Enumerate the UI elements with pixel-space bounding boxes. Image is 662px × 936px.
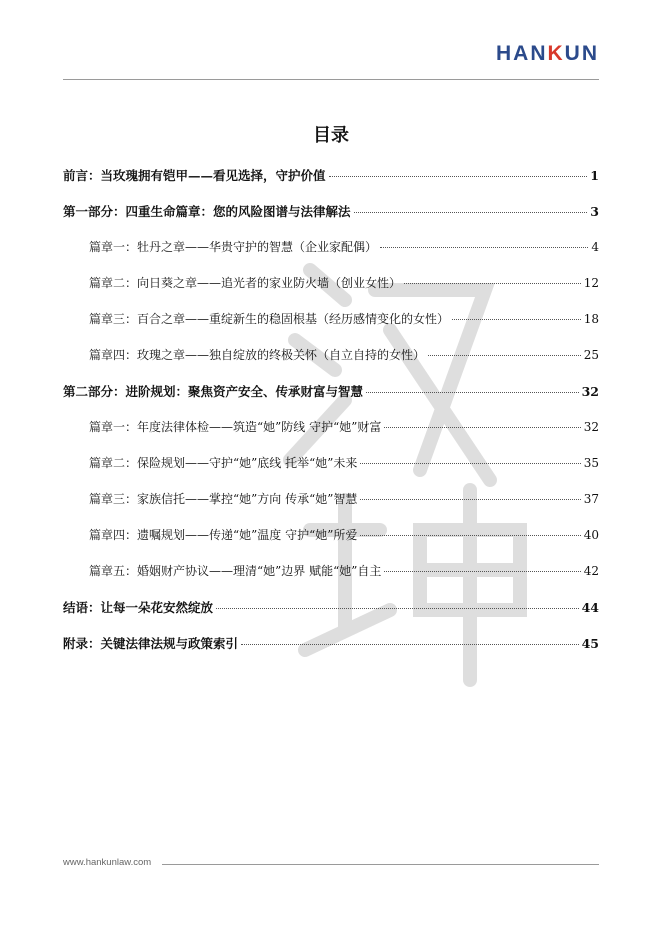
toc-entry[interactable] — [63, 526, 599, 546]
dot-leader — [241, 644, 579, 645]
toc-page-number: 40 — [583, 528, 599, 542]
toc-entry[interactable] — [63, 598, 599, 618]
toc-entry-title: 第一部分：四重生命篇章：您的风险图谱与法律解法 — [63, 204, 351, 219]
footer-website[interactable]: www.hankunlaw.com — [63, 857, 152, 868]
dot-leader — [384, 427, 580, 428]
toc-page-number: 44 — [581, 600, 599, 615]
toc-entry[interactable] — [63, 310, 599, 330]
toc-entry[interactable] — [63, 202, 599, 222]
toc-title: 目录 — [313, 125, 349, 146]
toc-entry-title: 篇章三：百合之章——重绽新生的稳固根基（经历感情变化的女性） — [89, 312, 450, 326]
logo-text-part: HAN — [495, 42, 548, 65]
toc-page-number: 32 — [581, 384, 599, 399]
toc-entry-title: 篇章四：遗嘱规划——传递“她”温度 守护“她”所爱 — [89, 528, 358, 542]
toc-entry[interactable] — [63, 238, 599, 258]
logo-text-part: UN — [564, 42, 599, 65]
toc-entry[interactable] — [63, 490, 599, 510]
toc-entry-title: 结语：让每一朵花安然绽放 — [63, 600, 214, 615]
dot-leader — [216, 608, 579, 609]
toc-entry[interactable] — [63, 418, 599, 438]
dot-leader — [354, 212, 588, 213]
toc-entry-title: 篇章二：保险规划——守护“她”底线 托举“她”未来 — [89, 456, 358, 470]
toc-page-number: 37 — [583, 492, 599, 506]
dot-leader — [360, 535, 580, 536]
footer-divider — [162, 864, 599, 865]
toc-page-number: 25 — [583, 348, 599, 362]
dot-leader — [404, 283, 581, 284]
toc-entry-title: 篇章一：年度法律体检——筑造“她”防线 守护“她”财富 — [89, 420, 382, 434]
toc-page-number: 35 — [583, 456, 599, 470]
toc-entry[interactable] — [63, 562, 599, 582]
dot-leader — [384, 571, 580, 572]
toc-entry[interactable] — [63, 454, 599, 474]
hankun-logo — [496, 42, 599, 66]
toc-page-number: 3 — [590, 204, 599, 219]
toc-entry-title: 前言：当玫瑰拥有铠甲——看见选择，守护价值 — [63, 168, 326, 183]
dot-leader — [452, 319, 581, 320]
toc-entry-title: 附录：关键法律法规与政策索引 — [63, 636, 239, 651]
toc-entry-title: 篇章二：向日葵之章——追光者的家业防火墙（创业女性） — [89, 276, 402, 290]
toc-entry-title: 篇章四：玫瑰之章——独自绽放的终极关怀（自立自持的女性） — [89, 348, 426, 362]
toc-entry[interactable] — [63, 382, 599, 402]
toc-page-number: 18 — [583, 312, 599, 326]
toc-entry-title: 篇章一：牡丹之章——华贵守护的智慧（企业家配偶） — [89, 240, 378, 254]
toc-entry-title: 篇章三：家族信托——掌控“她”方向 传承“她”智慧 — [89, 492, 358, 506]
toc-entry[interactable] — [63, 166, 599, 186]
dot-leader — [366, 392, 579, 393]
toc-entry[interactable] — [63, 634, 599, 654]
toc-page-number: 4 — [591, 240, 599, 254]
dot-leader — [380, 247, 588, 248]
dot-leader — [360, 499, 580, 500]
toc-page-number: 1 — [590, 168, 599, 183]
dot-leader — [360, 463, 580, 464]
header-divider — [63, 79, 599, 80]
dot-leader — [428, 355, 581, 356]
toc-entry[interactable] — [63, 346, 599, 366]
toc-page-number: 12 — [583, 276, 599, 290]
toc-page-number: 45 — [581, 636, 599, 651]
toc-page-number: 42 — [583, 564, 599, 578]
dot-leader — [329, 176, 588, 177]
logo-text-part: K — [547, 42, 565, 65]
toc-entry[interactable] — [63, 274, 599, 294]
toc-page-number: 32 — [583, 420, 599, 434]
toc-entry-title: 第二部分：进阶规划：聚焦资产安全、传承财富与智慧 — [63, 384, 364, 399]
toc-entry-title: 篇章五：婚姻财产协议——理清“她”边界 赋能“她”自主 — [89, 564, 382, 578]
